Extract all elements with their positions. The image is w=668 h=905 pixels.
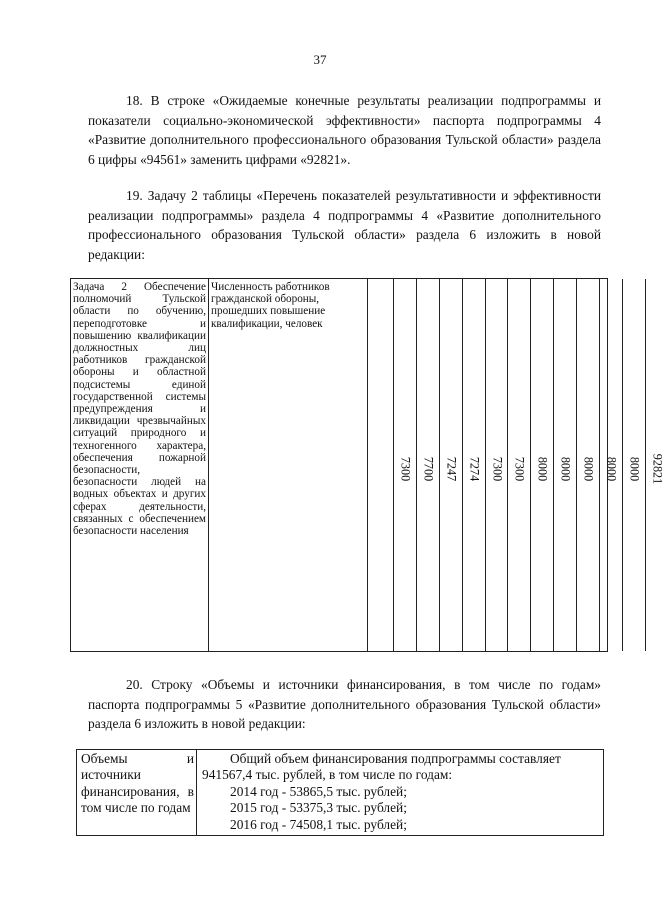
value-text: 8000 [627, 456, 642, 482]
value-text: 7247 [444, 456, 459, 482]
value-cell [440, 279, 463, 651]
value-cell [646, 279, 668, 651]
value-cell [531, 279, 554, 651]
value-text: 7300 [490, 456, 505, 482]
paragraph-20-text: 20. Строку «Объемы и источники финансирования, в том числе по годам» паспорта подпрограммы 5 «Развитие дополнительного образования Тульской области» раздела 6 изложить в новой редакции: [88, 677, 601, 731]
value-cell [554, 279, 577, 651]
paragraph-19 [88, 186, 601, 264]
paragraph-18 [88, 91, 601, 169]
value-text: 7300 [398, 456, 413, 482]
page-number: 37 [313, 52, 327, 67]
financing-year-line: 2015 год - 53375,3 тыс. рублей; [230, 800, 407, 816]
financing-line: Общий объем финансирования подпрограммы составляет [230, 751, 561, 766]
value-cell [600, 279, 623, 651]
task-2-table [70, 278, 665, 652]
value-text: 8000 [558, 456, 573, 482]
financing-value-cell [197, 750, 603, 835]
value-cell [394, 279, 417, 651]
empty-cell [368, 279, 394, 651]
value-cell [486, 279, 509, 651]
value-cell [463, 279, 486, 651]
value-cell [417, 279, 440, 651]
financing-year-line: 2014 год - 53865,5 тыс. рублей; [230, 783, 407, 799]
paragraph-20 [88, 675, 601, 734]
value-text: 92821 [650, 453, 665, 485]
value-text: 7300 [512, 456, 527, 482]
task-cell: Задача 2 Обеспечение полномочий Тульской области по обучению, переподготовке и повышению квалификации должностных лиц работников гражданской обороны и областной подсистемы единой государственной системы предупреждения и ликвидации чрезвычайных ситуаций природного и техногенного характера, обеспечения пожарной безопасности, безопасности людей на водных объектах и других сферах деятельности, связанных с обеспечением безопасности населения [71, 279, 209, 651]
value-cell [509, 279, 532, 651]
paragraph-19-text: 19. Задачу 2 таблицы «Перечень показателей результативности и эффективности реализации подпрограммы» раздела 4 подпрограммы 4 «Развитие дополнительного профессионального образования Тульской области» раздела 6 изложить в новой редакции: [88, 188, 601, 262]
value-text: 8000 [535, 456, 550, 482]
value-text: 8000 [604, 456, 619, 482]
value-cell [623, 279, 646, 651]
value-text: 8000 [581, 456, 596, 482]
value-cell [577, 279, 600, 651]
financing-year-line: 2016 год - 74508,1 тыс. рублей; [230, 816, 407, 832]
financing-table [76, 749, 604, 836]
value-text: 7274 [467, 456, 482, 482]
value-text: 7700 [421, 456, 436, 482]
financing-line: 941567,4 тыс. рублей, в том числе по годам: [202, 767, 453, 783]
financing-label-cell: Объемы и источники финансирования, в том числе по годам [77, 750, 197, 835]
indicator-cell: Численность работников гражданской обороны, прошедших повышение квалификации, человек [209, 279, 368, 651]
paragraph-18-text: 18. В строке «Ожидаемые конечные результаты реализации подпрограммы и показатели социально-экономической эффективности» паспорта подпрограммы 4 «Развитие дополнительного профессионального образования Тульской области» раздела 6 цифры «94561» заменить цифрами «92821». [88, 93, 601, 167]
